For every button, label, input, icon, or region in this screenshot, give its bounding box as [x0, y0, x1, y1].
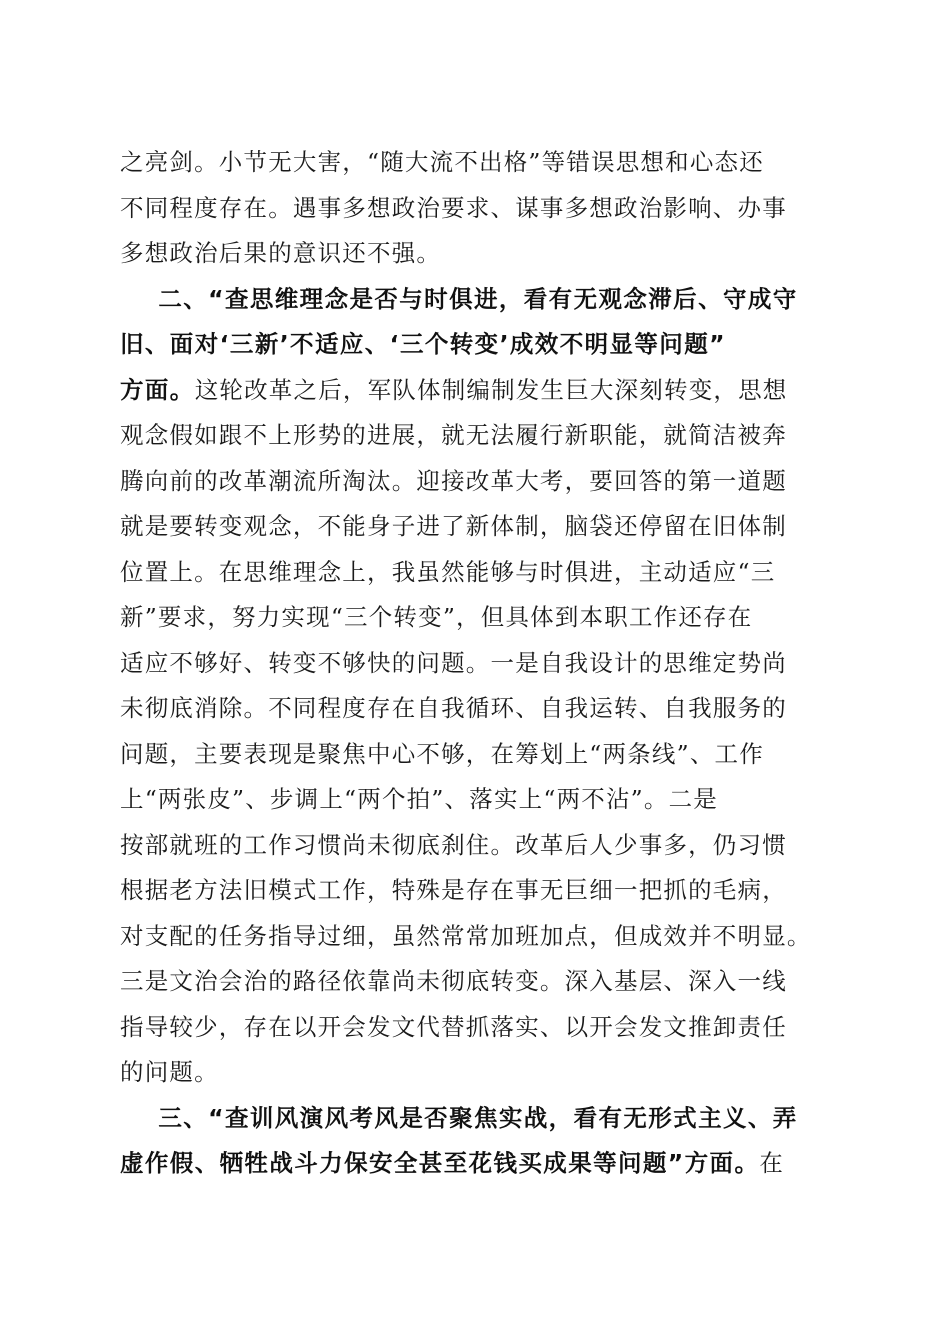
paragraph-3-start: 在: [759, 1149, 785, 1177]
text-line-13: 未彻底消除。不同程度存在自我循环、自我运转、自我服务的: [120, 694, 787, 722]
text-line-2: 不同程度存在。遇事多想政治要求、谋事多想政治影响、办事: [120, 193, 787, 222]
text-line-7: 观念假如跟不上形势的进展，就无法履行新职能，就简洁被奔: [120, 421, 787, 449]
paragraph-2-start: 这轮改革之后，军队体制编制发生巨大深刻转变，思想: [194, 375, 788, 404]
text-line-17: 根据老方法旧模式工作，特殊是存在事无巨细一把抓的毛病，: [120, 876, 787, 904]
text-line-1: 之亮剑。小节无大害，“随大流不出格”等错误思想和心态还: [120, 148, 764, 176]
document-body: [120, 140, 840, 1187]
text-line-6: [120, 368, 840, 414]
text-line-8: 腾向前的改革潮流所淘汰。迎接改革大考，要回答的第一道题: [120, 466, 787, 495]
text-line-3: 多想政治后果的意识还不强。: [120, 239, 442, 267]
text-line-16: 按部就班的工作习惯尚未彻底刹住。改革后人少事多，仍习惯: [120, 830, 787, 859]
section-heading-3-line-1: 三、“查训风演风考风是否聚焦实战，看有无形式主义、弄: [120, 1103, 798, 1132]
text-line-21: 的问题。: [120, 1058, 219, 1086]
section-heading-2-end: 方面。: [120, 375, 195, 404]
text-line-20: 指导较少，存在以开会发文代替抓落实、以开会发文推卸责任: [120, 1012, 787, 1041]
text-line-11: 新”要求，努力实现“三个转变”，但具体到本职工作还存在: [120, 603, 753, 631]
section-heading-2-line-1: 二、“查思维理念是否与时俱进，看有无观念滞后、守成守: [120, 284, 798, 313]
text-line-12: 适应不够好、转变不够快的问题。一是自我设计的思维定势尚: [120, 648, 787, 677]
text-line-18: 对支配的任务指导过细，虽然常常加班加点，但成效并不明显。: [120, 921, 812, 950]
section-heading-3-line-2: 虚作假、牺牲战斗力保安全甚至花钱买成果等问题”方面。: [120, 1149, 760, 1177]
text-line-10: 位置上。在思维理念上，我虽然能够与时俱进，主动适应“三: [120, 557, 776, 586]
text-line-15: 上“两张皮”、步调上“两个拍”、落实上“两不沾”。二是: [120, 785, 718, 813]
text-line-19: 三是文治会治的路径依靠尚未彻底转变。深入基层、深入一线: [120, 967, 787, 995]
text-line-14: 问题，主要表现是聚焦中心不够，在筹划上“两条线”、工作: [120, 739, 764, 768]
text-line-9: 就是要转变观念，不能身子进了新体制，脑袋还停留在旧体制: [120, 512, 787, 540]
section-heading-2-line-2: 旧、面对‘三新’不适应、‘三个转变’成效不明显等问题”: [120, 330, 726, 358]
text-line-23: [120, 1141, 840, 1187]
